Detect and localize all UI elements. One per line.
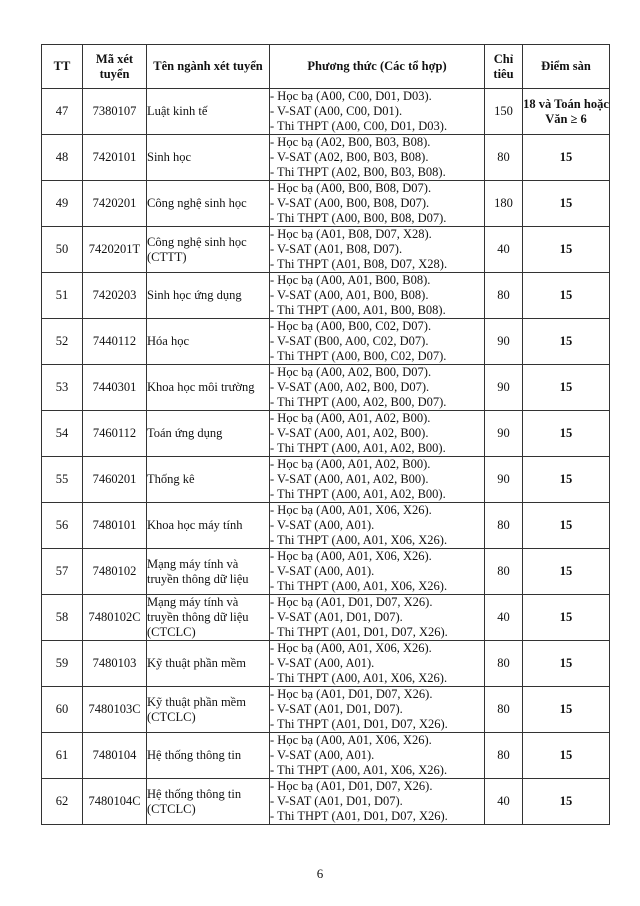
method-line: - Học bạ (A01, D01, D07, X26). — [270, 595, 433, 609]
table-row — [42, 687, 610, 733]
quota: 80 — [485, 687, 523, 733]
table-row — [42, 641, 610, 687]
method-line: - Thi THPT (A01, B08, D07, X28). — [270, 257, 448, 271]
admission-methods — [270, 89, 485, 135]
major-name: Sinh học — [147, 135, 270, 181]
quota: 90 — [485, 457, 523, 503]
quota: 90 — [485, 365, 523, 411]
major-name: Hệ thống thông tin — [147, 733, 270, 779]
major-name: Khoa học môi trường — [147, 365, 270, 411]
row-number: 59 — [42, 641, 83, 687]
method-line: - Học bạ (A01, B08, D07, X28). — [270, 227, 432, 241]
quota: 80 — [485, 549, 523, 595]
admission-methods — [270, 365, 485, 411]
major-name: Thống kê — [147, 457, 270, 503]
admission-methods — [270, 135, 485, 181]
method-line: - Thi THPT (A00, B00, C02, D07). — [270, 349, 447, 363]
table-row — [42, 365, 610, 411]
admission-code: 7380107 — [83, 89, 147, 135]
admission-methods — [270, 733, 485, 779]
table-row — [42, 779, 610, 825]
major-name: Toán ứng dụng — [147, 411, 270, 457]
table-header-row — [42, 45, 610, 89]
method-line: - V-SAT (A00, A01). — [270, 656, 375, 670]
minimum-score: 15 — [523, 641, 610, 687]
admission-methods — [270, 641, 485, 687]
quota: 80 — [485, 135, 523, 181]
method-line: - V-SAT (A00, A01, B00, B08). — [270, 288, 429, 302]
admission-code: 7440112 — [83, 319, 147, 365]
header-code: Mã xét tuyển — [83, 45, 147, 89]
table-row — [42, 503, 610, 549]
table-row — [42, 457, 610, 503]
method-line: - Thi THPT (A00, A01, X06, X26). — [270, 671, 448, 685]
method-line: - Thi THPT (A00, A01, X06, X26). — [270, 533, 448, 547]
header-score: Điểm sàn — [523, 45, 610, 89]
minimum-score: 18 và Toán hoặc Văn ≥ 6 — [523, 89, 610, 135]
admission-methods — [270, 549, 485, 595]
row-number: 60 — [42, 687, 83, 733]
method-line: - V-SAT (A00, B00, B08, D07). — [270, 196, 430, 210]
admission-code: 7480102 — [83, 549, 147, 595]
admission-methods — [270, 503, 485, 549]
minimum-score: 15 — [523, 227, 610, 273]
table-row — [42, 595, 610, 641]
major-name: Hệ thống thông tin (CTCLC) — [147, 779, 270, 825]
admission-code: 7420201 — [83, 181, 147, 227]
admission-code: 7460112 — [83, 411, 147, 457]
method-line: - Thi THPT (A00, A01, X06, X26). — [270, 763, 448, 777]
method-line: - V-SAT (A01, D01, D07). — [270, 702, 403, 716]
table-row — [42, 549, 610, 595]
method-line: - Học bạ (A00, A01, X06, X26). — [270, 549, 432, 563]
admission-code: 7480103C — [83, 687, 147, 733]
method-line: - Học bạ (A00, A01, X06, X26). — [270, 733, 432, 747]
row-number: 50 — [42, 227, 83, 273]
quota: 40 — [485, 779, 523, 825]
admission-methods — [270, 411, 485, 457]
table-row — [42, 227, 610, 273]
admission-code: 7420101 — [83, 135, 147, 181]
admission-methods — [270, 457, 485, 503]
table-row — [42, 273, 610, 319]
minimum-score: 15 — [523, 503, 610, 549]
row-number: 52 — [42, 319, 83, 365]
admission-code: 7420201T — [83, 227, 147, 273]
major-name: Sinh học ứng dụng — [147, 273, 270, 319]
method-line: - Học bạ (A00, B00, C02, D07). — [270, 319, 432, 333]
table-row — [42, 89, 610, 135]
admission-methods — [270, 227, 485, 273]
table-row — [42, 135, 610, 181]
row-number: 61 — [42, 733, 83, 779]
major-name: Khoa học máy tính — [147, 503, 270, 549]
method-line: - Thi THPT (A01, D01, D07, X26). — [270, 717, 448, 731]
method-line: - Học bạ (A01, D01, D07, X26). — [270, 687, 433, 701]
row-number: 54 — [42, 411, 83, 457]
method-line: - V-SAT (A02, B00, B03, B08). — [270, 150, 429, 164]
table-body — [42, 89, 610, 825]
method-line: - Thi THPT (A00, B00, B08, D07). — [270, 211, 447, 225]
major-name: Công nghệ sinh học (CTTT) — [147, 227, 270, 273]
admission-code: 7480104 — [83, 733, 147, 779]
method-line: - V-SAT (A00, C00, D01). — [270, 104, 403, 118]
method-line: - Học bạ (A02, B00, B03, B08). — [270, 135, 431, 149]
method-line: - Học bạ (A00, C00, D01, D03). — [270, 89, 432, 103]
minimum-score: 15 — [523, 549, 610, 595]
method-line: - V-SAT (A01, B08, D07). — [270, 242, 403, 256]
method-line: - Học bạ (A00, A01, A02, B00). — [270, 411, 431, 425]
method-line: - Học bạ (A00, A01, A02, B00). — [270, 457, 431, 471]
minimum-score: 15 — [523, 733, 610, 779]
minimum-score: 15 — [523, 181, 610, 227]
minimum-score: 15 — [523, 319, 610, 365]
row-number: 53 — [42, 365, 83, 411]
method-line: - Học bạ (A00, A01, B00, B08). — [270, 273, 431, 287]
admission-methods — [270, 687, 485, 733]
admission-code: 7420203 — [83, 273, 147, 319]
quota: 80 — [485, 503, 523, 549]
table-row — [42, 733, 610, 779]
minimum-score: 15 — [523, 595, 610, 641]
row-number: 49 — [42, 181, 83, 227]
method-line: - Học bạ (A00, A02, B00, D07). — [270, 365, 432, 379]
major-name: Mạng máy tính và truyền thông dữ liệu — [147, 549, 270, 595]
row-number: 62 — [42, 779, 83, 825]
method-line: - Thi THPT (A00, A01, X06, X26). — [270, 579, 448, 593]
header-method: Phương thức (Các tổ hợp) — [270, 45, 485, 89]
row-number: 47 — [42, 89, 83, 135]
table-row — [42, 181, 610, 227]
quota: 80 — [485, 273, 523, 319]
method-line: - V-SAT (B00, A00, C02, D07). — [270, 334, 429, 348]
method-line: - Học bạ (A01, D01, D07, X26). — [270, 779, 433, 793]
quota: 150 — [485, 89, 523, 135]
minimum-score: 15 — [523, 411, 610, 457]
major-name: Mạng máy tính và truyền thông dữ liệu (CTCLC) — [147, 595, 270, 641]
table-row — [42, 411, 610, 457]
quota: 90 — [485, 319, 523, 365]
major-name: Công nghệ sinh học — [147, 181, 270, 227]
method-line: - V-SAT (A00, A01). — [270, 748, 375, 762]
method-line: - Thi THPT (A00, A01, A02, B00). — [270, 487, 446, 501]
admission-methods — [270, 181, 485, 227]
method-line: - V-SAT (A01, D01, D07). — [270, 794, 403, 808]
major-name: Kỹ thuật phần mềm (CTCLC) — [147, 687, 270, 733]
admission-code: 7480103 — [83, 641, 147, 687]
page-number: 6 — [316, 866, 324, 881]
major-name: Luật kinh tế — [147, 89, 270, 135]
method-line: - Học bạ (A00, A01, X06, X26). — [270, 503, 432, 517]
quota: 80 — [485, 733, 523, 779]
quota: 80 — [485, 641, 523, 687]
admission-methods — [270, 273, 485, 319]
method-line: - Thi THPT (A01, D01, D07, X26). — [270, 809, 448, 823]
minimum-score: 15 — [523, 135, 610, 181]
method-line: - Thi THPT (A02, B00, B03, B08). — [270, 165, 446, 179]
row-number: 51 — [42, 273, 83, 319]
method-line: - Học bạ (A00, A01, X06, X26). — [270, 641, 432, 655]
admission-table — [41, 44, 610, 825]
method-line: - Thi THPT (A00, A02, B00, D07). — [270, 395, 447, 409]
admission-code: 7480101 — [83, 503, 147, 549]
major-name: Kỹ thuật phần mềm — [147, 641, 270, 687]
quota: 40 — [485, 227, 523, 273]
admission-code: 7440301 — [83, 365, 147, 411]
row-number: 57 — [42, 549, 83, 595]
major-name: Hóa học — [147, 319, 270, 365]
method-line: - V-SAT (A00, A01). — [270, 518, 375, 532]
row-number: 56 — [42, 503, 83, 549]
quota: 90 — [485, 411, 523, 457]
admission-methods — [270, 595, 485, 641]
quota: 40 — [485, 595, 523, 641]
method-line: - Thi THPT (A00, A01, B00, B08). — [270, 303, 446, 317]
row-number: 58 — [42, 595, 83, 641]
method-line: - Học bạ (A00, B00, B08, D07). — [270, 181, 432, 195]
row-number: 48 — [42, 135, 83, 181]
admission-code: 7480104C — [83, 779, 147, 825]
method-line: - V-SAT (A00, A01, A02, B00). — [270, 472, 429, 486]
header-quota: Chỉ tiêu — [485, 45, 523, 89]
method-line: - Thi THPT (A00, C00, D01, D03). — [270, 119, 448, 133]
minimum-score: 15 — [523, 457, 610, 503]
admission-code: 7460201 — [83, 457, 147, 503]
minimum-score: 15 — [523, 273, 610, 319]
table-row — [42, 319, 610, 365]
minimum-score: 15 — [523, 687, 610, 733]
row-number: 55 — [42, 457, 83, 503]
minimum-score: 15 — [523, 365, 610, 411]
minimum-score: 15 — [523, 779, 610, 825]
method-line: - V-SAT (A00, A01). — [270, 564, 375, 578]
admission-methods — [270, 779, 485, 825]
quota: 180 — [485, 181, 523, 227]
method-line: - V-SAT (A00, A01, A02, B00). — [270, 426, 429, 440]
method-line: - Thi THPT (A00, A01, A02, B00). — [270, 441, 446, 455]
method-line: - V-SAT (A01, D01, D07). — [270, 610, 403, 624]
method-line: - V-SAT (A00, A02, B00, D07). — [270, 380, 430, 394]
header-tt: TT — [42, 45, 83, 89]
header-name: Tên ngành xét tuyển — [147, 45, 270, 89]
admission-methods — [270, 319, 485, 365]
method-line: - Thi THPT (A01, D01, D07, X26). — [270, 625, 448, 639]
admission-code: 7480102C — [83, 595, 147, 641]
